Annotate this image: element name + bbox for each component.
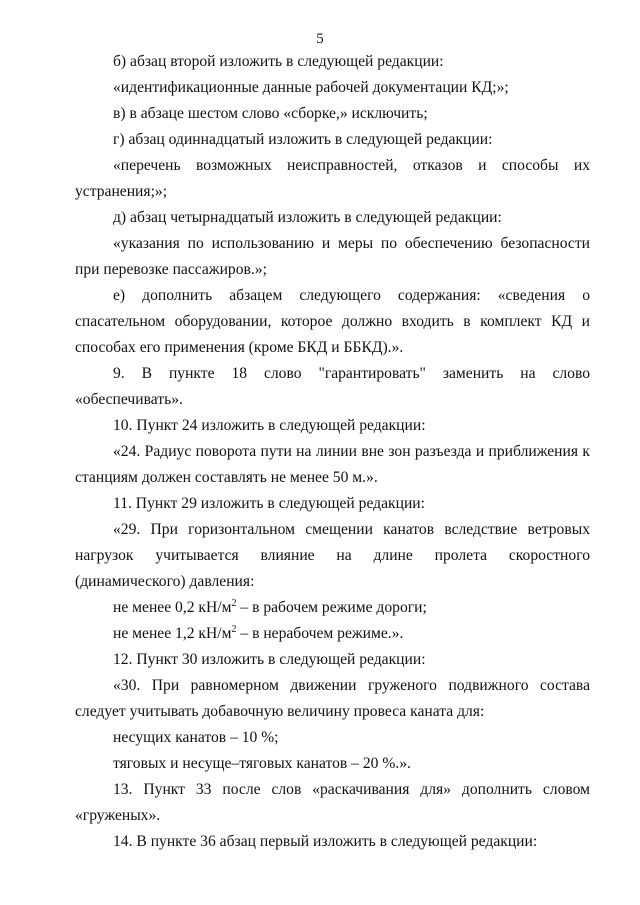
paragraph: «29. При горизонтальном смещении канатов вследствие ветровых нагрузок учитывается влияние на длине пролета скоростного (динамического) давления: bbox=[75, 521, 590, 590]
paragraph: е) дополнить абзацем следующего содержания: «сведения о спасательном оборудовании, которое должно входить в комплект КД и способах его применения (кроме БКД и ББКД).». bbox=[75, 287, 590, 356]
paragraph: «идентификационные данные рабочей документации КД;»; bbox=[113, 79, 509, 96]
paragraph: «указания по использованию и меры по обеспечению безопасности при перевозке пассажиров.»; bbox=[75, 235, 590, 278]
paragraph: в) в абзаце шестом слово «сборке,» исключить; bbox=[113, 105, 428, 122]
text-segment: не менее 0,2 кН/м bbox=[113, 599, 232, 616]
paragraph: 11. Пункт 29 изложить в следующей редакции: bbox=[113, 495, 425, 512]
paragraph: 12. Пункт 30 изложить в следующей редакции: bbox=[113, 651, 426, 668]
text-segment: – в рабочем режиме дороги; bbox=[236, 599, 427, 616]
paragraph: тяговых и несуще–тяговых канатов – 20 %.». bbox=[113, 755, 411, 772]
paragraph: 14. В пункте 36 абзац первый изложить в следующей редакции: bbox=[113, 833, 538, 850]
superscript: 2 bbox=[231, 598, 237, 609]
paragraph: 10. Пункт 24 изложить в следующей редакции: bbox=[113, 417, 426, 434]
paragraph: д) абзац четырнадцатый изложить в следующей редакции: bbox=[113, 209, 502, 226]
paragraph: 9. В пункте 18 слово "гарантировать" заменить на слово «обеспечивать». bbox=[75, 365, 590, 408]
paragraph: «24. Радиус поворота пути на линии вне зон разъезда и приближения к станциям должен составлять не менее 50 м.». bbox=[75, 443, 590, 486]
paragraph: «30. При равномерном движении груженого подвижного состава следует учитывать добавочную величину провеса каната для: bbox=[75, 677, 590, 720]
paragraph: «перечень возможных неисправностей, отказов и способы их устранения;»; bbox=[75, 157, 590, 200]
paragraph-with-superscript bbox=[75, 595, 590, 621]
text-segment: – в нерабочем режиме.». bbox=[236, 625, 404, 642]
paragraph: 13. Пункт 33 после слов «раскачивания для» дополнить словом «груженых». bbox=[75, 781, 590, 824]
page-number: 5 bbox=[316, 31, 324, 47]
paragraph: б) абзац второй изложить в следующей редакции: bbox=[113, 53, 444, 70]
paragraph-with-superscript bbox=[75, 621, 590, 647]
document-body bbox=[75, 49, 590, 855]
paragraph: г) абзац одиннадцатый изложить в следующей редакции: bbox=[113, 131, 493, 148]
text-segment: не менее 1,2 кН/м bbox=[113, 625, 232, 642]
superscript: 2 bbox=[231, 624, 237, 635]
paragraph: несущих канатов – 10 %; bbox=[113, 729, 279, 746]
